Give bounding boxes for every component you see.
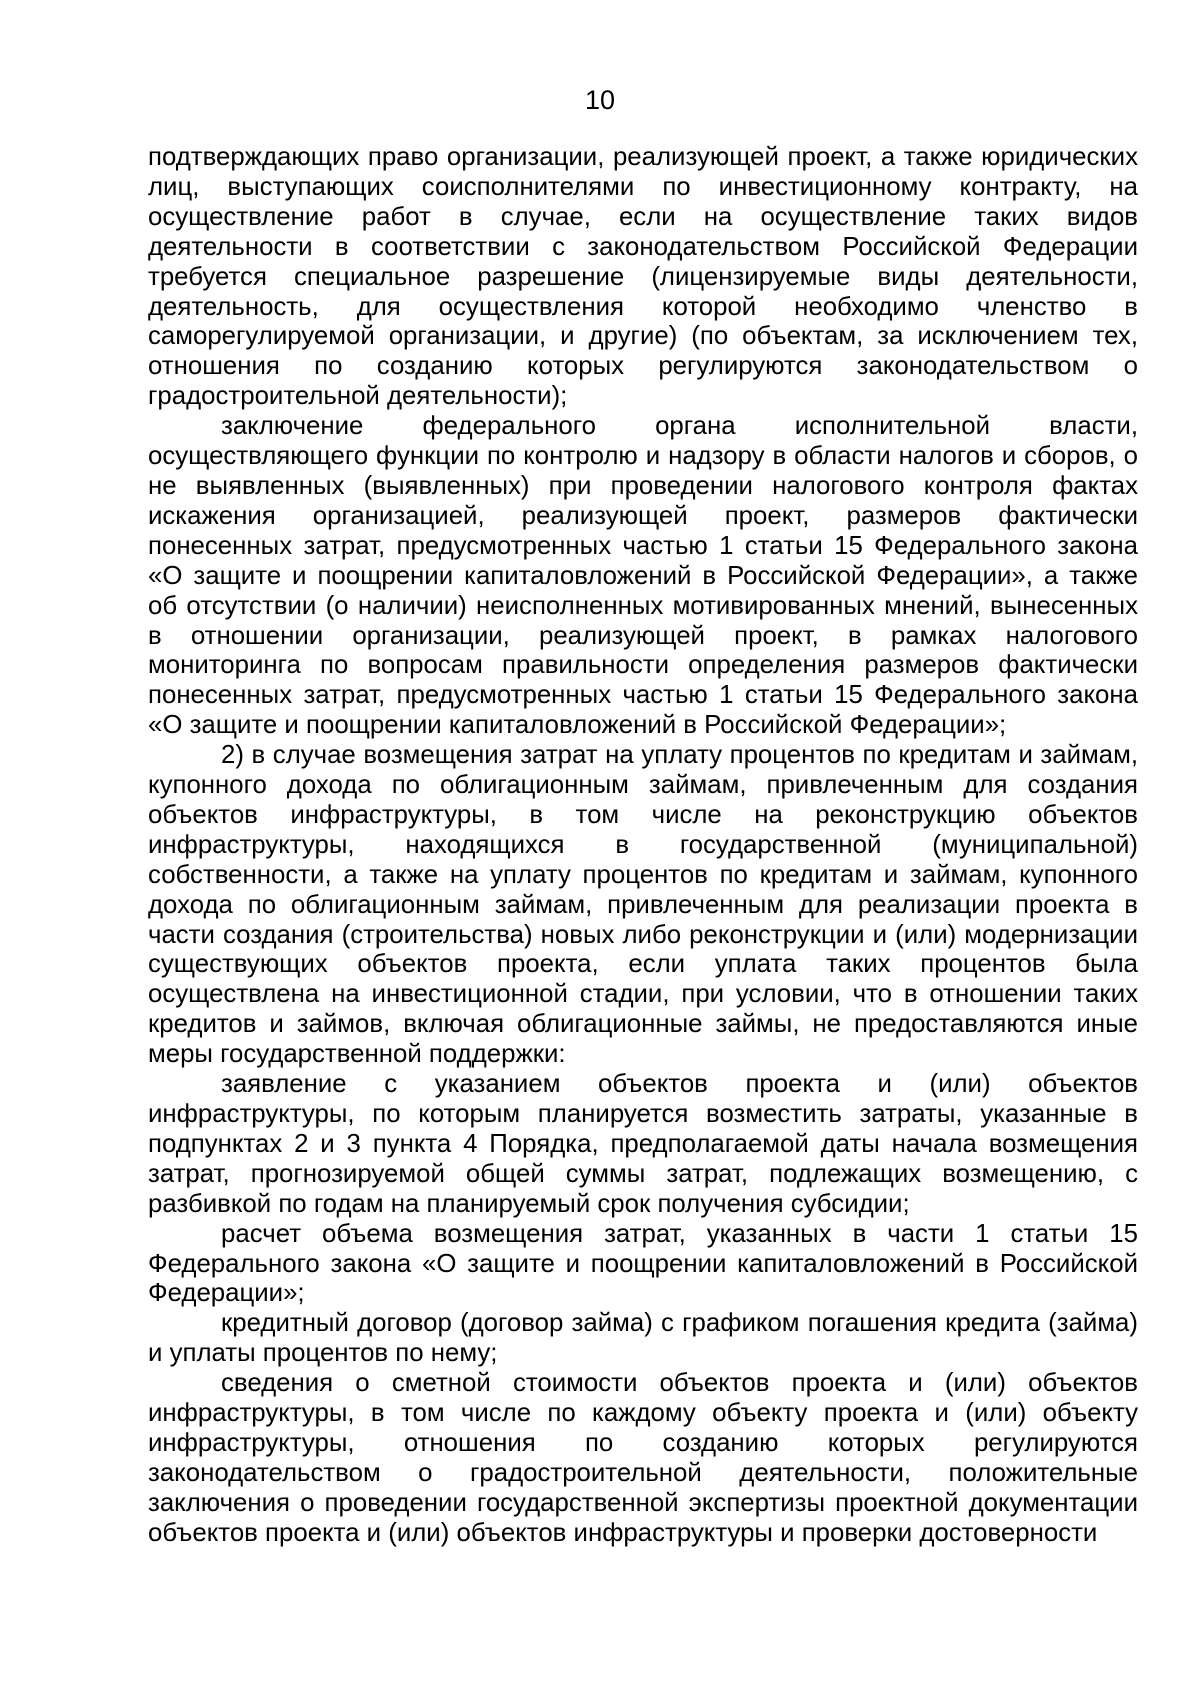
paragraph-application: заявление с указанием объектов проекта и (или) объектов инфраструктуры, по которым планируется возместить затраты, указанные в подпунктах 2 и 3 пункта 4 Порядка, предполагаемой даты начала возмещения затрат, прогнозируемой общей суммы затрат, подлежащих возмещению, с разбивкой по годам на планируемый срок получения субсидии;: [148, 1070, 1138, 1218]
paragraph-reimbursement-calculation: расчет объема возмещения затрат, указанных в части 1 статьи 15 Федерального закона «О защите и поощрении капиталовложений в Российской Федерации»;: [148, 1219, 1138, 1308]
paragraph-item-2-interest-reimbursement: 2) в случае возмещения затрат на уплату процентов по кредитам и займам, купонного дохода по облигационным займам, привлеченным для создания объектов инфраструктуры, в том числе на реконструкцию объектов инфраструктуры, находящихся в государственной (муниципальной) собственности, а также на уплату процентов по кредитам и займам, купонного дохода по облигационным займам, привлеченным для реализации проекта в части создания (строительства) новых либо реконструкции и (или) модернизации существующих объектов проекта, если уплата таких процентов была осуществлена на инвестиционной стадии, при условии, что в отношении таких кредитов и займов, включая облигационные займы, не предоставляются иные меры государственной поддержки:: [148, 741, 1138, 1069]
paragraph-credit-agreement: кредитный договор (договор займа) с графиком погашения кредита (займа) и уплаты процентов по нему;: [148, 1309, 1138, 1368]
paragraph-tax-authority-conclusion: заключение федерального органа исполнительной власти, осуществляющего функции по контролю и надзору в области налогов и сборов, о не выявленных (выявленных) при проведении налогового контроля фактах искажения организацией, реализующей проект, размеров фактически понесенных затрат, предусмотренных частью 1 статьи 15 Федерального закона «О защите и поощрении капиталовложений в Российской Федерации», а также об отсутствии (о наличии) неисполненных мотивированных мнений, вынесенных в отношении организации, реализующей проект, в рамках налогового мониторинга по вопросам правильности определения размеров фактически понесенных затрат, предусмотренных частью 1 статьи 15 Федерального закона «О защите и поощрении капиталовложений в Российской Федерации»;: [148, 412, 1138, 740]
document-body: [148, 143, 1138, 1549]
paragraph-continuation: подтверждающих право организации, реализующей проект, а также юридических лиц, выступающих соисполнителями по инвестиционному контракту, на осуществление работ в случае, если на осуществление таких видов деятельности в соответствии с законодательством Российской Федерации требуется специальное разрешение (лицензируемые виды деятельности, деятельность, для осуществления которой необходимо членство в саморегулируемой организации, и другие) (по объектам, за исключением тех, отношения по созданию которых регулируются законодательством о градостроительной деятельности);: [148, 143, 1138, 411]
paragraph-estimated-cost-info: сведения о сметной стоимости объектов проекта и (или) объектов инфраструктуры, в том числе по каждому объекту проекта и (или) объекту инфраструктуры, отношения по созданию которых регулируются законодательством о градостроительной деятельности, положительные заключения о проведении государственной экспертизы проектной документации объектов проекта и (или) объектов инфраструктуры и проверки достоверности: [148, 1369, 1138, 1547]
page-number: 10: [584, 85, 616, 115]
